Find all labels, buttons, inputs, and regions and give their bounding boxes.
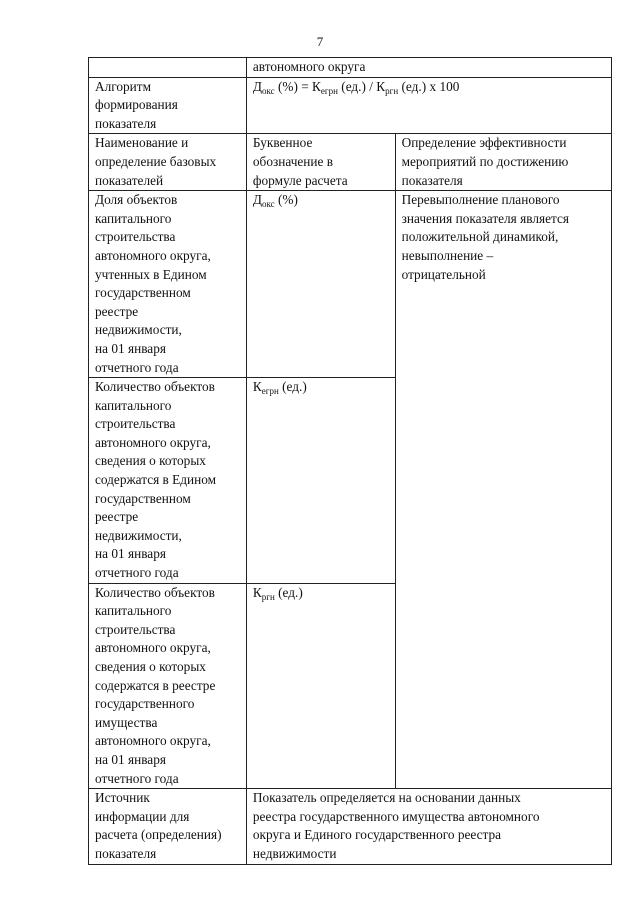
text-line: содержатся в Едином [95,472,217,488]
text-line: государственном [95,490,191,506]
text-line: мероприятий по достижению [401,153,569,169]
table-row-source [89,789,612,864]
text-line: отчетного года [95,359,179,375]
empty-cell [89,58,247,78]
formula-k2-sub: ргн [385,85,399,96]
text-line: автономного округа, [95,733,211,749]
text-line: на 01 января [95,751,166,767]
text-line: показателя [401,172,463,188]
text-line: строительства [95,229,176,245]
symbol-letter: Д [252,192,262,208]
text-line: сведения о которых [95,453,206,469]
text-line: формуле расчета [252,172,348,188]
text-line: строительства [95,621,176,637]
text-line: имущества [95,714,158,730]
indicator-3-symbol [246,583,395,789]
text-line: Доля объектов [95,192,178,208]
text-line: значения показателя является [401,210,569,226]
text-line: реестра государственного имущества автономного [252,808,540,824]
symbol-sub: окс [261,199,275,210]
text-line: на 01 января [95,546,166,562]
text-line: показателя [95,115,157,131]
formula-d: Д [252,78,262,94]
indicator-2-symbol [246,378,395,584]
text-line: показателей [95,172,164,188]
formula-d-sub: окс [261,85,275,96]
text-line: автономного округа, [95,640,211,656]
source-label [89,789,247,864]
text-line: Показатель определяется на основании данных [252,790,521,806]
effectiveness-definition [395,191,611,789]
text-line: капитального [95,210,172,226]
text-line: государственного [95,696,195,712]
text-line: округа и Единого государственного реестра [252,827,502,843]
text-line: отрицательной [401,266,486,282]
text-line: формирования [95,97,178,113]
text-line: автономного округа, [95,434,211,450]
symbol-letter: К [252,584,262,600]
symbol-unit: (ед.) [274,584,303,600]
text-line: отчетного года [95,770,179,786]
algorithm-formula [246,77,611,134]
text-line: обозначение в [252,153,334,169]
text-line: информации для [95,808,190,824]
text-line: Перевыполнение планового [401,192,560,208]
text-line: на 01 января [95,340,166,356]
text-line: Источник [95,790,150,806]
text-line: государственном [95,285,191,301]
text-line: строительства [95,416,176,432]
text-line: недвижимости, [95,322,182,338]
symbol-unit: (ед.) [278,379,307,395]
text-line: определение базовых [95,153,217,169]
indicator-3-name [89,583,247,789]
text-line: Буквенное [252,135,313,151]
text-line: Определение эффективности [401,135,567,151]
text-line: автономного округа [252,59,366,74]
header-col2 [246,134,395,191]
text-line: реестре [95,303,139,319]
text-line: недвижимости, [95,527,182,543]
text-line: Алгоритм [95,78,151,94]
table-row-continuation [89,58,612,78]
text-line: отчетного года [95,565,179,581]
text-line: Количество объектов [95,584,215,600]
text-line: невыполнение – [401,247,494,263]
symbol-sub: ргн [261,591,275,602]
text-line: недвижимости [252,845,337,861]
formula-part3: (ед.) х 100 [398,78,460,94]
table-row-indicator-1 [89,191,612,378]
indicator-passport-table [88,57,612,865]
text-line: показателя [95,845,157,861]
text-line: Количество объектов [95,379,215,395]
continuation-text [246,58,611,78]
source-text [246,789,611,864]
indicator-1-name [89,191,247,378]
indicator-2-name [89,378,247,584]
text-line: учтенных в Едином [95,266,207,282]
text-line: содержатся в реестре [95,677,216,693]
symbol-sub: егрн [261,386,279,397]
header-col3 [395,134,611,191]
text-line: автономного округа, [95,247,211,263]
symbol-letter: К [252,379,262,395]
page-number: 7 [316,34,324,49]
header-col1 [89,134,247,191]
formula-k1-sub: егрн [320,85,338,96]
text-line: капитального [95,603,172,619]
indicator-1-symbol [246,191,395,378]
text-line: реестре [95,509,139,525]
table-row-header [89,134,612,191]
formula-part2: (ед.) / К [337,78,386,94]
text-line: положительной динамикой, [401,229,559,245]
text-line: капитального [95,397,172,413]
text-line: сведения о которых [95,659,206,674]
algorithm-label [89,77,247,134]
symbol-unit: (%) [274,192,298,208]
text-line: Наименование и [95,135,189,151]
text-line: расчета (определения) [95,827,222,843]
table-row-algorithm [89,77,612,134]
formula-part1: (%) = К [274,78,321,94]
